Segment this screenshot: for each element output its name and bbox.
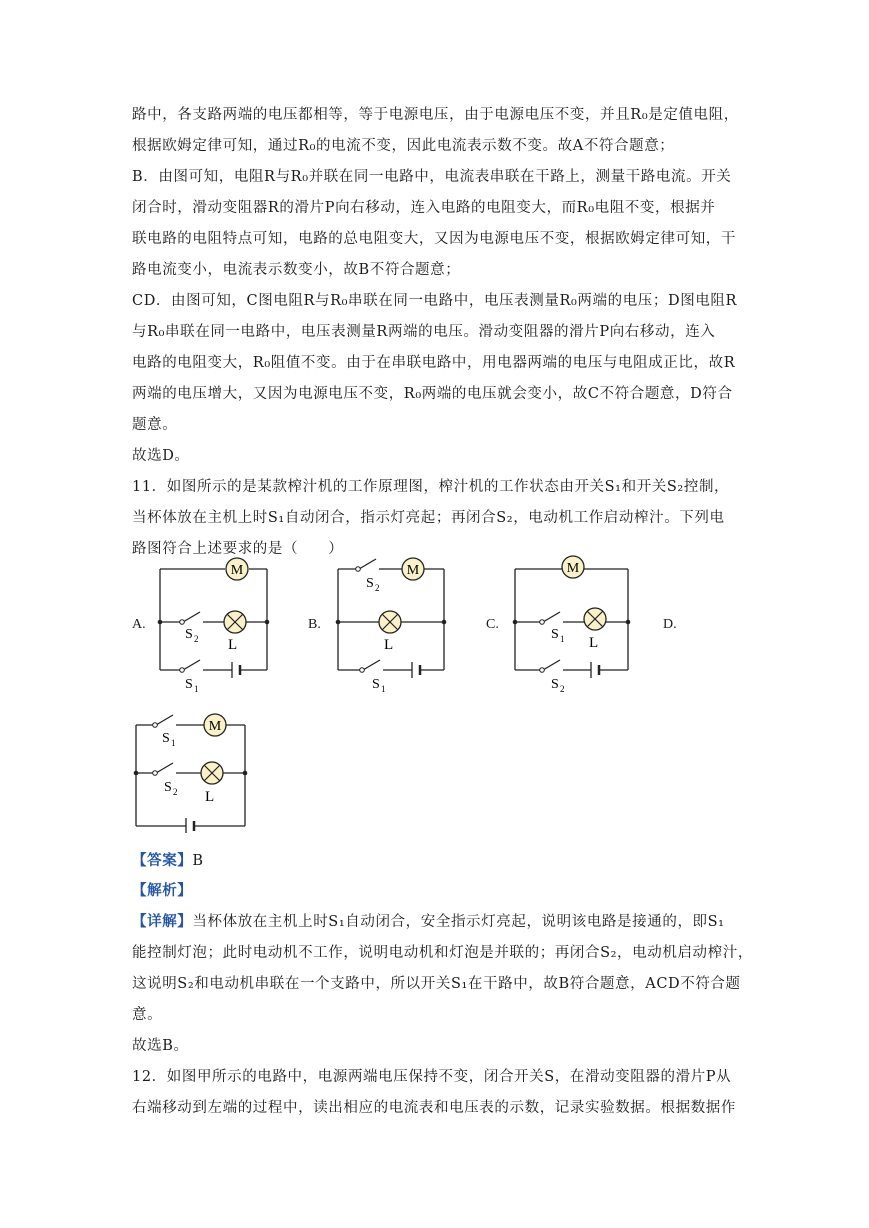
motor-symbol: M (230, 563, 244, 578)
svg-text:S: S (185, 677, 193, 692)
text-line: 题意。 (132, 417, 178, 433)
svg-text:S: S (372, 677, 380, 692)
analysis-tag: 【解析】 (132, 882, 193, 899)
text-line: 与R₀串联在同一电路中，电压表测量R两端的电压。滑动变阻器的滑片P向右移动，连入 (132, 324, 716, 340)
motor-symbol: M (566, 561, 580, 576)
svg-text:2: 2 (194, 634, 199, 644)
lamp-symbol: L (205, 789, 215, 805)
svg-text:S: S (366, 576, 374, 591)
motor-symbol: M (406, 563, 420, 578)
detail-line: 故选B。 (132, 1038, 189, 1054)
svg-text:S: S (551, 627, 559, 642)
text-line: 闭合时，滑动变阻器R的滑片P向右移动，连入电路的电阻变大，而R₀电阻不变，根据并 (132, 200, 716, 216)
svg-text:2: 2 (560, 684, 565, 694)
answer-tag: 【答案】 (132, 852, 193, 869)
text-line: CD．由图可知，C图电阻R与R₀串联在同一电路中，电压表测量R₀两端的电压；D图电阻R (132, 293, 738, 309)
detail-line: 这说明S₂和电动机串联在一个支路中，所以开关S₁在干路中，故B符合题意，ACD不符合题 (132, 976, 741, 992)
question-11-text: 路图符合上述要求的是（ ） (132, 541, 344, 557)
svg-text:S: S (551, 677, 559, 692)
detail-line: 【详解】当杯体放在主机上时S₁自动闭合，安全指示灯亮起，说明该电路是接通的，即S₁ (132, 913, 725, 930)
option-a-label: A. (132, 617, 146, 632)
circuit-diagram-c (503, 552, 638, 697)
question-11-text: 11．如图所示的是某款榨汁机的工作原理图，榨汁机的工作状态由开关S₁和开关S₂控制， (132, 479, 730, 495)
answer-line (132, 851, 742, 871)
option-b-label: B. (308, 617, 321, 632)
circuit-diagram-a (148, 552, 278, 697)
lamp-symbol: L (384, 637, 394, 653)
lamp-symbol: L (589, 635, 599, 651)
option-c-label: C. (486, 617, 499, 632)
text-line: 路电流变小，电流表示数变小，故B不符合题意； (132, 262, 461, 278)
lamp-symbol: L (228, 637, 238, 653)
motor-symbol: M (208, 719, 222, 734)
detail-tag: 【详解】 (132, 913, 193, 930)
text-line: B．由图可知，电阻R与R₀并联在同一电路中，电流表串联在干路上，测量干路电流。开关 (132, 169, 732, 185)
text-line: 路中，各支路两端的电压都相等，等于电源电压，由于电源电压不变，并且R₀是定值电阻， (132, 107, 739, 123)
circuit-diagram-d (124, 708, 259, 833)
question-11-text: 当杯体放在主机上时S₁自动闭合，指示灯亮起；再闭合S₂，电动机工作启动榨汁。下列电 (132, 510, 725, 526)
text-line: 电路的电阻变大，R₀阻值不变。由于在串联电路中，用电器两端的电压与电阻成正比，故R (132, 355, 736, 371)
svg-text:1: 1 (171, 738, 176, 748)
analysis-line (132, 881, 742, 901)
detail-line: 能控制灯泡；此时电动机不工作，说明电动机和灯泡是并联的；再闭合S₂，电动机启动榨汁， (132, 945, 753, 961)
question-12-text: 右端移动到左端的过程中，读出相应的电流表和电压表的示数，记录实验数据。根据数据作 (132, 1100, 736, 1116)
svg-text:S: S (164, 780, 172, 795)
question-12-text: 12．如图甲所示的电路中，电源两端电压保持不变，闭合开关S，在滑动变阻器的滑片P从 (132, 1069, 732, 1085)
svg-text:1: 1 (194, 684, 199, 694)
svg-text:S: S (185, 627, 193, 642)
circuit-diagram-b (326, 552, 456, 697)
svg-text:1: 1 (560, 634, 565, 644)
option-d-label: D. (663, 617, 677, 632)
text-line: 两端的电压增大，又因为电源电压不变，R₀两端的电压就会变小，故C不符合题意，D符合 (132, 386, 733, 402)
text-line: 联电路的电阻特点可知，电路的总电阻变大，又因为电源电压不变，根据欧姆定律可知，干 (132, 231, 736, 247)
detail-line: 意。 (132, 1007, 163, 1023)
text-line: 根据欧姆定律可知，通过R₀的电流不变，因此电流表示数不变。故A不符合题意； (132, 138, 675, 154)
text-line: 故选D。 (132, 448, 190, 464)
svg-text:2: 2 (173, 787, 178, 797)
answer-value: B (192, 853, 204, 869)
svg-text:S: S (162, 731, 170, 746)
svg-text:1: 1 (381, 684, 386, 694)
svg-text:2: 2 (375, 583, 380, 593)
